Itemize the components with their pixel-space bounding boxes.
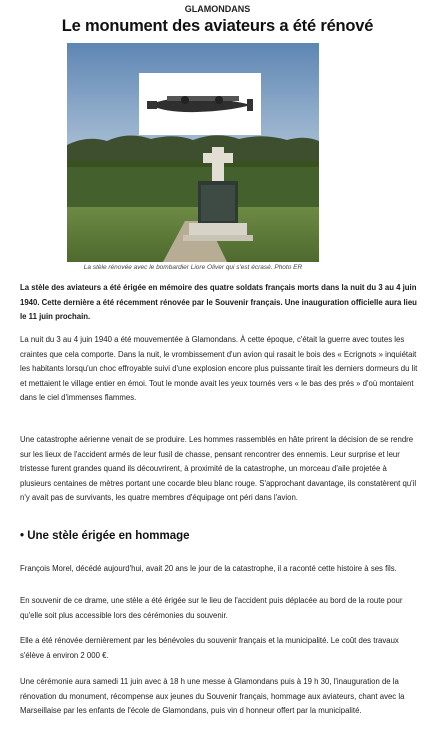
photo-caption: La stèle rénovée avec le bombardier Liore Oliver qui s'est écrasé. Photo ER [83,264,303,271]
kicker-town: GLAMONDANS [184,4,251,14]
paragraph-ceremony: Une cérémonie aura samedi 11 juin avec à 18 h une messe à Glamondans puis à 19 h 30, l'inauguration de la rénovation du monument, récompense aux jeunes du Souvenir français, hommage aux aviateurs, chant avec la Marseillaise par les enfants de l'école de Glamondans, puis vin d honneur offert par la municipalité. [20,677,405,715]
paragraph-catastrophe: Une catastrophe aérienne venait de se produire. Les hommes rassemblés en hâte prirent la décision de se rendre sur les lieux de l'accident armés de leur fusil de chasse, pensant rencontrer des ennemis. Leur surprise et leur tristesse furent grandes quand ils découvrirent, à proximité de la catastrophe, un morceau d'aile projetée à plusieurs centaines de mètres portant une cocarde bleu blanc rouge. S'approchant davantage, ils constatèrent qu'il n'y avait pas de survivants, les quatre membres d'équipage ont péri dans l'avion. [20,435,417,502]
photo-illustration [67,43,319,262]
article-photo [67,43,319,262]
paragraph-renovation: Elle a été rénovée dernièrement par les bénévoles du souvenir français et la municipalité. Le coût des travaux s'élève à environ 2 000 €. [20,636,399,660]
paragraph-francois-morel: François Morel, décédé aujourd'hui, avait 20 ans le jour de la catastrophe, il a raconté cette histoire à ses fils. [20,564,397,573]
article-headline: Le monument des aviateurs a été rénové [61,17,374,35]
article-lead: La stèle des aviateurs a été érigée en mémoire des quatre soldats français morts dans la nuit du 3 au 4 juin 1940. Cette dernière a été récemment rénovée par le Souvenir français. Une inauguration officielle aura lieu le 11 juin prochain. [20,283,417,321]
paragraph-stele-erected: En souvenir de ce drame, une stèle a été érigée sur le lieu de l'accident puis déplacée au bord de la route pour qu'elle soit plus accessible lors des cérémonies du souvenir. [20,596,403,620]
photo-hedge [67,161,319,209]
section-subhead: • Une stèle érigée en hommage [20,530,190,542]
paragraph-night: La nuit du 3 au 4 juin 1940 a été mouvementée à Glamondans. À cette époque, c'était la guerre avec toutes les craintes que cela comporte. Dans la nuit, le vrombissement d'un avion qui rasait le bois des « Ecrignots » inquiétait les habitants lorsqu'un choc effroyable suivi d'une explosion encore plus puissante tirait les derniers dormeurs du lit et mettaient le village entier en émoi. Tout le monde avait les yeux tournés vers « le bas des prés » d'où montaient dans le ciel d'immenses flammes. [20,335,418,402]
